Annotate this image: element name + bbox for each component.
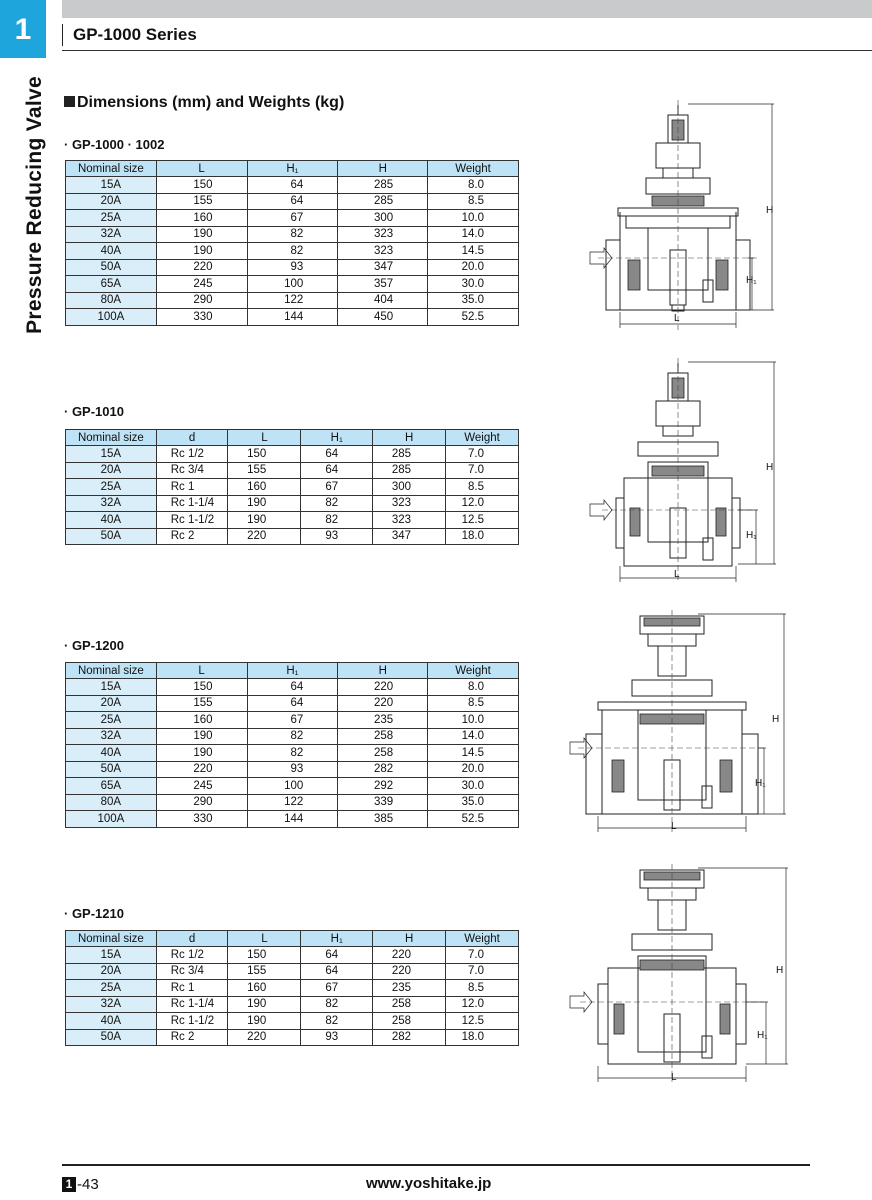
table-cell: 160: [228, 479, 301, 496]
dimension-label-h1: H₁: [755, 778, 766, 789]
table-row: [66, 259, 519, 276]
table-cell: 52.5: [428, 309, 519, 326]
top-bar: [62, 0, 872, 18]
table-cell: 220: [373, 963, 446, 980]
column-header: Nominal size: [66, 663, 157, 679]
table-cell: 155: [156, 193, 247, 210]
chapter-tab: 1: [0, 0, 46, 58]
nominal-size-cell: 32A: [66, 996, 157, 1013]
nominal-size-cell: 25A: [66, 479, 157, 496]
table-cell: 347: [338, 259, 428, 276]
column-header: H₁: [247, 161, 338, 177]
table-cell: 18.0: [446, 528, 519, 545]
table-row: [66, 980, 519, 997]
page-number-text: -43: [77, 1176, 99, 1193]
column-header: H: [338, 161, 428, 177]
table-cell: 190: [156, 243, 247, 260]
nominal-size-cell: 25A: [66, 712, 157, 729]
table-cell: 82: [301, 996, 373, 1013]
series-title: GP-1000 Series: [62, 24, 197, 46]
table-cell: 285: [338, 193, 428, 210]
table-cell: 450: [338, 309, 428, 326]
table-row: [66, 446, 519, 463]
table-cell: 64: [247, 679, 338, 696]
table-cell: 190: [156, 745, 247, 762]
table-cell: Rc 1-1/2: [156, 1013, 228, 1030]
table-cell: 220: [228, 1029, 301, 1046]
table-cell: 14.0: [428, 728, 519, 745]
table-cell: 82: [247, 728, 338, 745]
table-row: [66, 512, 519, 529]
nominal-size-cell: 100A: [66, 811, 157, 828]
table-cell: 258: [373, 1013, 446, 1030]
table-cell: 220: [373, 947, 446, 964]
table-gp1000: [65, 160, 519, 326]
table-cell: Rc 1-1/4: [156, 495, 228, 512]
table-cell: 122: [247, 292, 338, 309]
side-title: [24, 65, 46, 345]
nominal-size-cell: 32A: [66, 728, 157, 745]
table-gp1200: [65, 662, 519, 828]
table-cell: 82: [247, 226, 338, 243]
table-row: [66, 712, 519, 729]
table-row: [66, 778, 519, 795]
table-cell: 339: [338, 794, 428, 811]
table-cell: 220: [338, 695, 428, 712]
table-cell: Rc 1/2: [156, 947, 228, 964]
table-cell: 220: [338, 679, 428, 696]
table-gp1210: [65, 930, 519, 1046]
column-header: L: [156, 161, 247, 177]
table-cell: 160: [156, 712, 247, 729]
table-cell: 7.0: [446, 963, 519, 980]
table-body: [66, 177, 519, 326]
table-cell: 155: [228, 963, 301, 980]
table-cell: 14.5: [428, 745, 519, 762]
table-cell: 67: [301, 980, 373, 997]
dimension-label-h: H: [766, 462, 774, 473]
nominal-size-cell: 15A: [66, 947, 157, 964]
table-cell: 30.0: [428, 778, 519, 795]
dimension-label-l: L: [671, 821, 677, 832]
table-cell: 67: [301, 479, 373, 496]
nominal-size-cell: 20A: [66, 462, 157, 479]
nominal-size-cell: 25A: [66, 210, 157, 227]
table-cell: 64: [301, 446, 373, 463]
table-cell: 10.0: [428, 210, 519, 227]
table-cell: 258: [373, 996, 446, 1013]
table-header-row: [66, 931, 519, 947]
nominal-size-cell: 50A: [66, 528, 157, 545]
dimension-label-l: L: [671, 1072, 677, 1083]
section-title: [64, 94, 344, 112]
table-cell: 64: [247, 695, 338, 712]
table-cell: 300: [338, 210, 428, 227]
table-cell: 300: [373, 479, 446, 496]
page-number: [62, 1176, 99, 1193]
nominal-size-cell: 50A: [66, 1029, 157, 1046]
section-title-text: Dimensions (mm) and Weights (kg): [77, 94, 345, 111]
table-cell: 404: [338, 292, 428, 309]
dimension-label-h1: H₁: [746, 275, 757, 286]
table-cell: 160: [156, 210, 247, 227]
table-row: [66, 193, 519, 210]
nominal-size-cell: 32A: [66, 495, 157, 512]
nominal-size-cell: 20A: [66, 963, 157, 980]
table-body: [66, 446, 519, 545]
table-row: [66, 761, 519, 778]
table-cell: 67: [247, 712, 338, 729]
table-cell: 20.0: [428, 259, 519, 276]
nominal-size-cell: 15A: [66, 679, 157, 696]
table-cell: 14.0: [428, 226, 519, 243]
table-cell: 220: [156, 761, 247, 778]
nominal-size-cell: 20A: [66, 193, 157, 210]
nominal-size-cell: 100A: [66, 309, 157, 326]
table-cell: 323: [338, 226, 428, 243]
table-cell: 8.5: [446, 479, 519, 496]
table-cell: 7.0: [446, 446, 519, 463]
website-link[interactable]: www.yoshitake.jp: [366, 1175, 492, 1192]
valve-drawing-gp1200: [568, 610, 792, 838]
column-header: L: [156, 663, 247, 679]
table-body: [66, 947, 519, 1046]
table-cell: Rc 2: [156, 1029, 228, 1046]
table-cell: 93: [301, 1029, 373, 1046]
column-header: L: [228, 430, 301, 446]
table-cell: 282: [373, 1029, 446, 1046]
nominal-size-cell: 32A: [66, 226, 157, 243]
table-cell: 64: [301, 947, 373, 964]
table-cell: 245: [156, 276, 247, 293]
table-row: [66, 177, 519, 194]
column-header: Weight: [446, 430, 519, 446]
nominal-size-cell: 25A: [66, 980, 157, 997]
dimension-label-l: L: [674, 569, 680, 580]
table-cell: 67: [247, 210, 338, 227]
table-row: [66, 679, 519, 696]
table-row: [66, 528, 519, 545]
table-cell: 330: [156, 811, 247, 828]
nominal-size-cell: 50A: [66, 761, 157, 778]
nominal-size-cell: 15A: [66, 446, 157, 463]
table-cell: 100: [247, 778, 338, 795]
table-cell: 82: [301, 495, 373, 512]
table-cell: 35.0: [428, 794, 519, 811]
table-cell: 330: [156, 309, 247, 326]
table-cell: Rc 3/4: [156, 462, 228, 479]
nominal-size-cell: 80A: [66, 292, 157, 309]
header-divider: [62, 50, 872, 51]
nominal-size-cell: 40A: [66, 512, 157, 529]
table-row: [66, 210, 519, 227]
table-cell: 155: [228, 462, 301, 479]
table-cell: 150: [228, 947, 301, 964]
table-cell: Rc 1: [156, 980, 228, 997]
table-title-gp1010: · GP-1010: [64, 404, 124, 419]
table-cell: 12.0: [446, 996, 519, 1013]
table-row: [66, 728, 519, 745]
table-header-row: [66, 430, 519, 446]
table-title-gp1210: · GP-1210: [64, 906, 124, 921]
table-cell: 18.0: [446, 1029, 519, 1046]
table-row: [66, 1029, 519, 1046]
table-cell: 14.5: [428, 243, 519, 260]
table-row: [66, 811, 519, 828]
table-cell: 323: [338, 243, 428, 260]
table-cell: 155: [156, 695, 247, 712]
table-cell: 220: [156, 259, 247, 276]
column-header: d: [156, 931, 228, 947]
nominal-size-cell: 40A: [66, 243, 157, 260]
table-cell: 64: [301, 462, 373, 479]
table-cell: 10.0: [428, 712, 519, 729]
column-header: H: [373, 931, 446, 947]
table-cell: 235: [373, 980, 446, 997]
table-cell: 8.0: [428, 679, 519, 696]
table-header-row: [66, 663, 519, 679]
table-cell: 285: [373, 462, 446, 479]
table-cell: 290: [156, 794, 247, 811]
table-cell: 150: [156, 177, 247, 194]
table-cell: 190: [228, 495, 301, 512]
table-cell: 93: [301, 528, 373, 545]
table-cell: 292: [338, 778, 428, 795]
nominal-size-cell: 40A: [66, 1013, 157, 1030]
table-cell: 190: [156, 226, 247, 243]
table-cell: 290: [156, 292, 247, 309]
table-cell: Rc 1/2: [156, 446, 228, 463]
column-header: Nominal size: [66, 430, 157, 446]
table-cell: 385: [338, 811, 428, 828]
table-cell: 64: [247, 177, 338, 194]
table-row: [66, 309, 519, 326]
nominal-size-cell: 15A: [66, 177, 157, 194]
nominal-size-cell: 65A: [66, 276, 157, 293]
table-cell: 82: [301, 1013, 373, 1030]
table-row: [66, 695, 519, 712]
table-gp1010: [65, 429, 519, 545]
table-cell: 285: [338, 177, 428, 194]
nominal-size-cell: 80A: [66, 794, 157, 811]
dimension-label-h1: H₁: [757, 1030, 768, 1041]
table-cell: 12.0: [446, 495, 519, 512]
column-header: Nominal size: [66, 161, 157, 177]
table-cell: 7.0: [446, 462, 519, 479]
side-title-text: Pressure Reducing Valve: [23, 76, 46, 334]
column-header: H: [338, 663, 428, 679]
table-cell: 12.5: [446, 512, 519, 529]
table-row: [66, 996, 519, 1013]
table-cell: 12.5: [446, 1013, 519, 1030]
table-cell: 64: [301, 963, 373, 980]
table-cell: 245: [156, 778, 247, 795]
table-cell: 190: [228, 1013, 301, 1030]
table-cell: 52.5: [428, 811, 519, 828]
table-cell: 190: [156, 728, 247, 745]
table-cell: Rc 1: [156, 479, 228, 496]
table-row: [66, 1013, 519, 1030]
table-cell: 30.0: [428, 276, 519, 293]
table-title-gp1200: · GP-1200: [64, 638, 124, 653]
table-cell: 82: [247, 745, 338, 762]
table-header-row: [66, 161, 519, 177]
column-header: Weight: [428, 663, 519, 679]
table-cell: 323: [373, 512, 446, 529]
table-cell: 8.5: [428, 695, 519, 712]
column-header: H: [373, 430, 446, 446]
table-cell: Rc 1-1/2: [156, 512, 228, 529]
table-cell: 20.0: [428, 761, 519, 778]
dimension-label-h: H: [766, 205, 774, 216]
column-header: L: [228, 931, 301, 947]
table-cell: 122: [247, 794, 338, 811]
table-row: [66, 292, 519, 309]
table-row: [66, 226, 519, 243]
table-cell: Rc 3/4: [156, 963, 228, 980]
table-row: [66, 276, 519, 293]
column-header: d: [156, 430, 228, 446]
table-cell: 347: [373, 528, 446, 545]
table-title-gp1000: · GP-1000 · 1002: [64, 137, 165, 152]
table-cell: 64: [247, 193, 338, 210]
column-header: H₁: [247, 663, 338, 679]
column-header: Weight: [428, 161, 519, 177]
table-row: [66, 947, 519, 964]
table-cell: Rc 1-1/4: [156, 996, 228, 1013]
column-header: Nominal size: [66, 931, 157, 947]
table-cell: 8.5: [428, 193, 519, 210]
nominal-size-cell: 40A: [66, 745, 157, 762]
table-cell: 150: [156, 679, 247, 696]
table-row: [66, 495, 519, 512]
table-cell: 144: [247, 309, 338, 326]
table-cell: 8.0: [428, 177, 519, 194]
nominal-size-cell: 50A: [66, 259, 157, 276]
table-cell: 8.5: [446, 980, 519, 997]
dimension-label-l: L: [674, 313, 680, 324]
table-cell: 93: [247, 259, 338, 276]
square-bullet-icon: [64, 96, 75, 107]
valve-drawing-gp1210: [568, 864, 792, 1088]
table-cell: 235: [338, 712, 428, 729]
table-row: [66, 794, 519, 811]
dimension-label-h: H: [772, 714, 780, 725]
table-cell: 82: [247, 243, 338, 260]
table-row: [66, 745, 519, 762]
table-cell: 7.0: [446, 947, 519, 964]
dimension-label-h1: H₁: [746, 530, 757, 541]
table-cell: Rc 2: [156, 528, 228, 545]
column-header: H₁: [301, 430, 373, 446]
table-cell: 357: [338, 276, 428, 293]
table-cell: 190: [228, 512, 301, 529]
column-header: Weight: [446, 931, 519, 947]
valve-drawing-gp1000: [588, 100, 784, 336]
table-row: [66, 479, 519, 496]
table-row: [66, 963, 519, 980]
nominal-size-cell: 20A: [66, 695, 157, 712]
table-row: [66, 243, 519, 260]
footer-divider: [62, 1164, 810, 1166]
table-cell: 160: [228, 980, 301, 997]
table-cell: 150: [228, 446, 301, 463]
table-cell: 220: [228, 528, 301, 545]
table-cell: 258: [338, 745, 428, 762]
valve-drawing-gp1010: [588, 358, 784, 586]
table-cell: 285: [373, 446, 446, 463]
column-header: H₁: [301, 931, 373, 947]
table-cell: 144: [247, 811, 338, 828]
table-cell: 282: [338, 761, 428, 778]
table-cell: 190: [228, 996, 301, 1013]
table-body: [66, 679, 519, 828]
table-cell: 258: [338, 728, 428, 745]
table-cell: 82: [301, 512, 373, 529]
chapter-box: 1: [62, 1177, 76, 1192]
table-row: [66, 462, 519, 479]
table-cell: 100: [247, 276, 338, 293]
dimension-label-h: H: [776, 965, 784, 976]
table-cell: 35.0: [428, 292, 519, 309]
nominal-size-cell: 65A: [66, 778, 157, 795]
table-cell: 323: [373, 495, 446, 512]
table-cell: 93: [247, 761, 338, 778]
